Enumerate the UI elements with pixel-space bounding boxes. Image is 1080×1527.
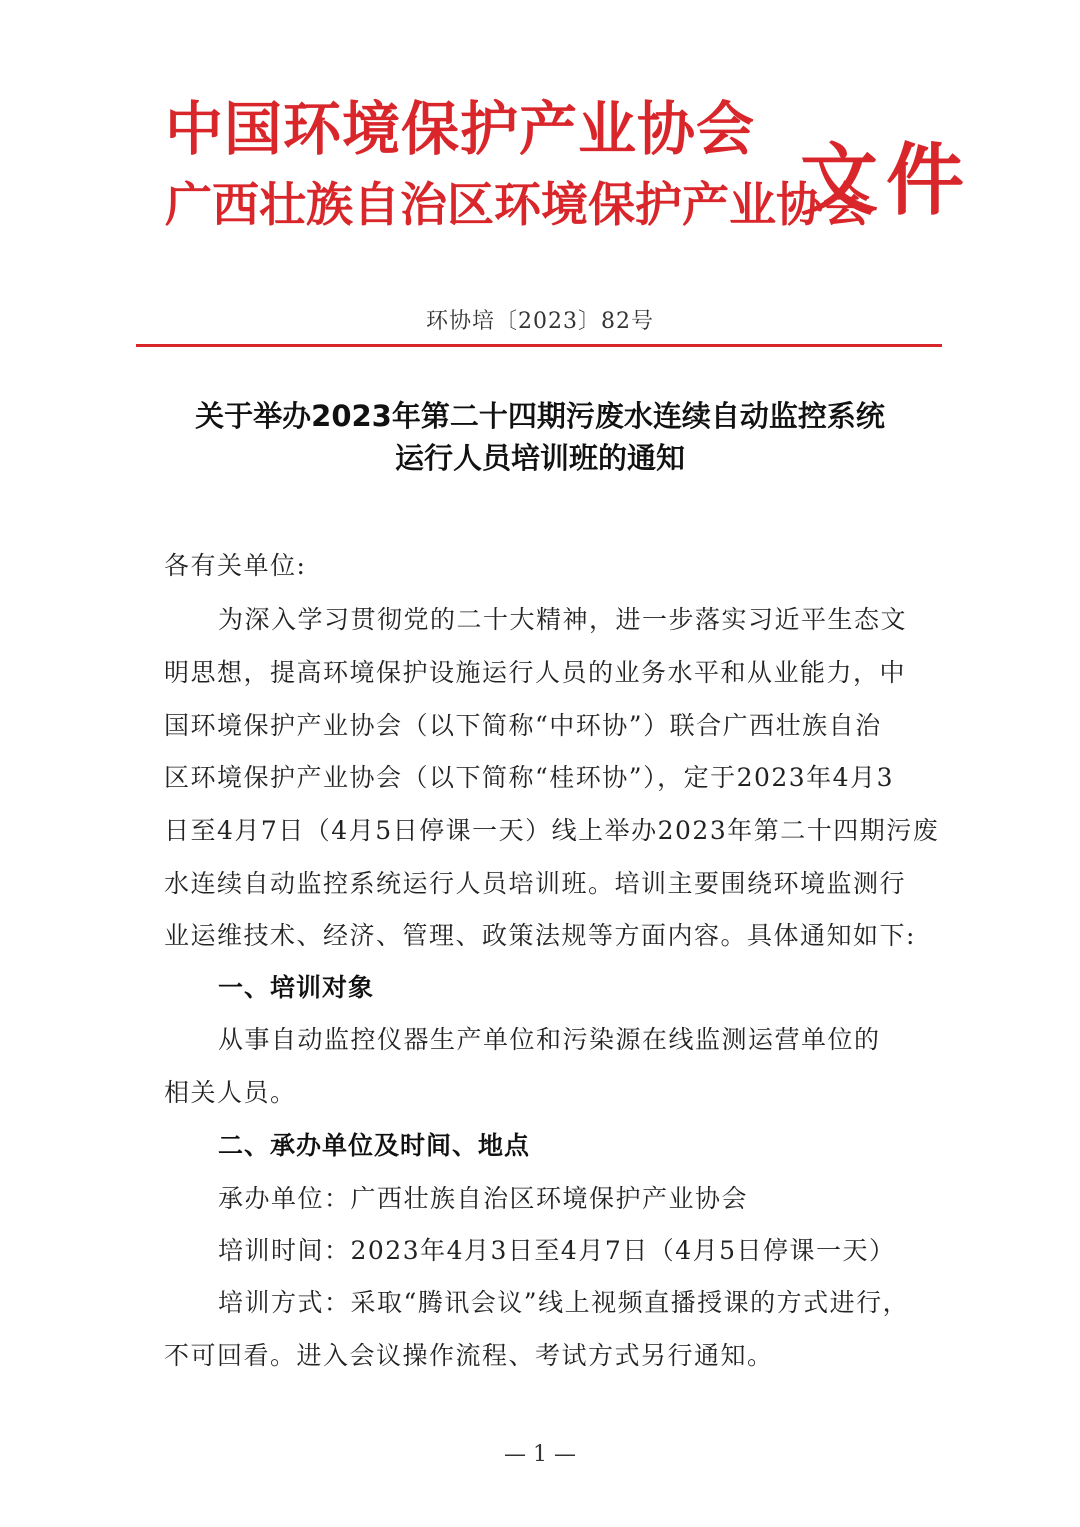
issuer-name-1: 中国环境保护产业协会 [165,95,756,163]
red-divider [136,344,942,347]
issuer-name-2: 广西壮族自治区环境保护产业协会 [165,178,870,233]
intro-line-1: 为深入学习贯彻党的二十大精神，进一步落实习近平生态文 [218,605,908,634]
document-number: 环协培〔2023〕82号 [426,309,654,334]
notice-title-line-1: 关于举办2023年第二十四期污废水连续自动监控系统 [195,399,885,433]
organizer-line: 承办单位：广西壮族自治区环境保护产业协会 [218,1184,749,1213]
training-time-line: 培训时间：2023年4月3日至4月7日（4月5日停课一天） [218,1236,896,1265]
intro-line-6: 水连续自动监控系统运行人员培训班。培训主要围绕环境监测行 [164,869,907,898]
section-2-heading: 二、承办单位及时间、地点 [218,1131,531,1160]
training-method-line-2: 不可回看。进入会议操作流程、考试方式另行通知。 [164,1341,774,1370]
intro-line-4: 区环境保护产业协会（以下简称“桂环协”），定于2023年4月3 [164,763,894,792]
salutation: 各有关单位: [164,551,307,580]
document-type-label: 文件 [800,135,973,226]
page-number: — 1 — [504,1442,576,1467]
intro-line-3: 国环境保护产业协会（以下简称“中环协”）联合广西壮族自治 [164,711,882,740]
section-1-line-2: 相关人员。 [164,1078,297,1107]
intro-line-7: 业运维技术、经济、管理、政策法规等方面内容。具体通知如下: [164,921,916,950]
training-method-line-1: 培训方式：采取“腾讯会议”线上视频直播授课的方式进行， [218,1288,910,1317]
notice-title-line-2: 运行人员培训班的通知 [394,441,685,475]
section-1-line-1: 从事自动监控仪器生产单位和污染源在线监测运营单位的 [218,1025,881,1054]
intro-line-2: 明思想，提高环境保护设施运行人员的业务水平和从业能力，中 [164,658,907,687]
section-1-heading: 一、培训对象 [218,973,375,1002]
intro-line-5: 日至4月7日（4月5日停课一天）线上举办2023年第二十四期污废 [164,816,940,845]
